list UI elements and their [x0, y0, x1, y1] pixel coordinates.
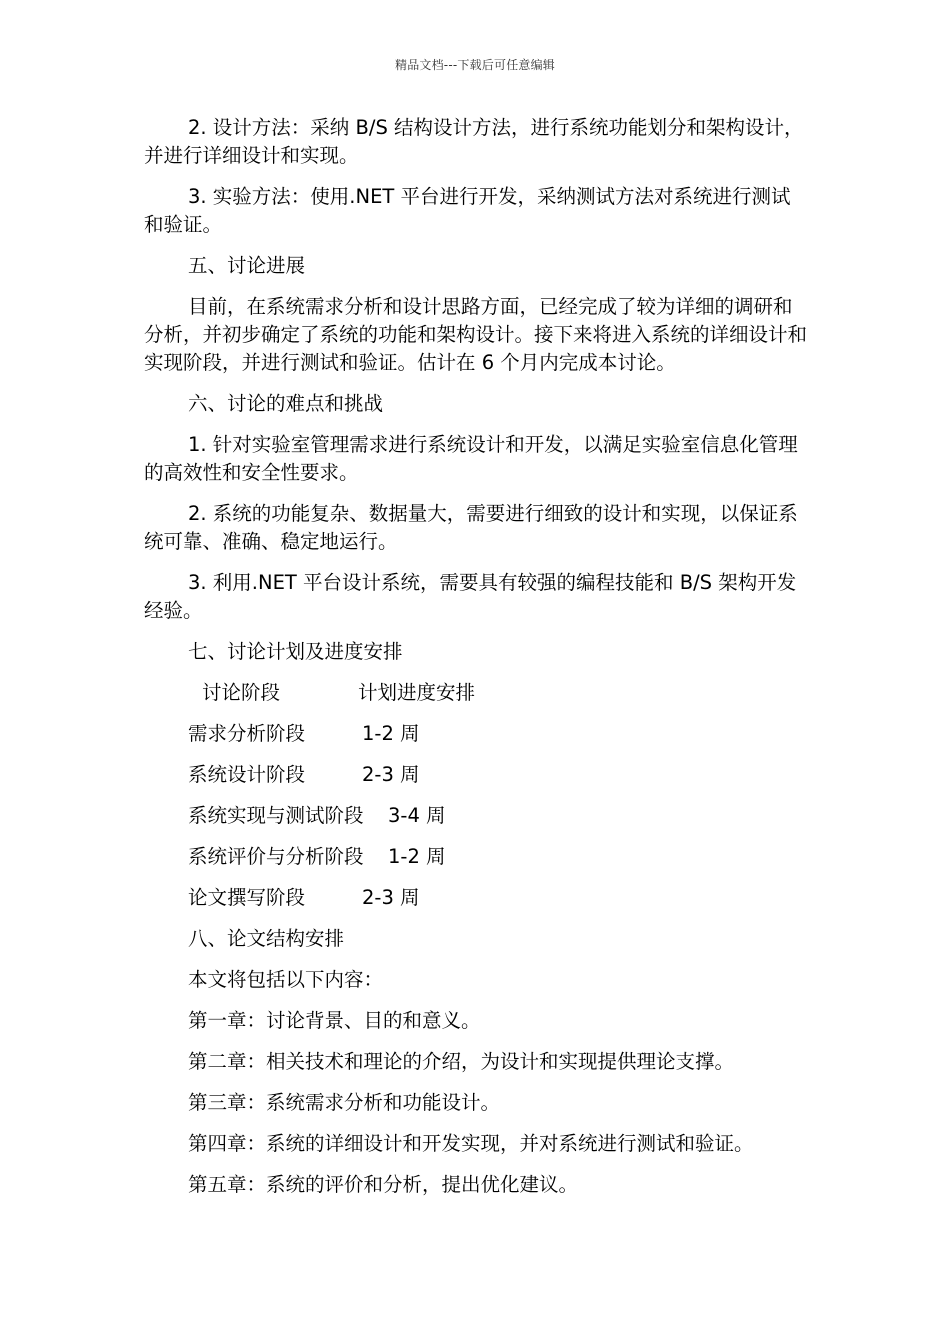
schedule-row — [144, 843, 808, 871]
schedule-row — [144, 802, 808, 830]
schedule-row — [144, 761, 808, 789]
schedule-phase: 系统实现与测试阶段 — [188, 804, 364, 827]
chapter-item: 第二章：相关技术和理论的介绍，为设计和实现提供理论支撑。 — [188, 1050, 735, 1073]
chapter-item: 第四章：系统的详细设计和开发实现，并对系统进行测试和验证。 — [188, 1132, 754, 1155]
schedule-row — [144, 884, 808, 912]
schedule-col-plan: 计划进度安排 — [358, 681, 476, 704]
schedule-col-phase: 讨论阶段 — [202, 681, 281, 704]
schedule-phase: 系统设计阶段 — [188, 763, 306, 786]
chapter-item: 第三章：系统需求分析和功能设计。 — [188, 1091, 501, 1114]
schedule-header-row — [144, 679, 808, 707]
chapter-item: 第五章：系统的评价和分析，提出优化建议。 — [188, 1173, 579, 1196]
section-schedule-heading: 七、讨论计划及进度安排 — [188, 640, 403, 663]
section-structure-heading: 八、论文结构安排 — [188, 927, 345, 950]
schedule-duration: 1-2 周 — [388, 845, 446, 868]
schedule-phase: 论文撰写阶段 — [188, 886, 306, 909]
method-design-item: 2. 设计方法：采纳 B/S 结构设计方法，进行系统功能划分和架构设计，并进行详细设计和实现。 — [144, 116, 804, 167]
section-structure-intro: 本文将包括以下内容： — [188, 968, 384, 991]
challenge-item-1: 1. 针对实验室管理需求进行系统设计和开发，以满足实验室信息化管理的高效性和安全性要求。 — [144, 433, 798, 484]
page-header: 精品文档---下载后可任意编辑 — [395, 58, 555, 72]
schedule-phase: 系统评价与分析阶段 — [188, 845, 364, 868]
schedule-duration: 3-4 周 — [388, 804, 446, 827]
document-body — [144, 114, 808, 1212]
schedule-duration: 2-3 周 — [362, 763, 420, 786]
chapter-item: 第一章：讨论背景、目的和意义。 — [188, 1009, 481, 1032]
section-challenges-heading: 六、讨论的难点和挑战 — [188, 392, 384, 415]
method-experiment-item: 3. 实验方法：使用.NET 平台进行开发，采纳测试方法对系统进行测试和验证。 — [144, 185, 791, 236]
section-progress-body: 目前，在系统需求分析和设计思路方面，已经完成了较为详细的调研和分析，并初步确定了系统的功能和架构设计。接下来将进入系统的详细设计和实现阶段，并进行测试和验证。估计在 6 个月内完成本讨论。 — [144, 295, 808, 374]
schedule-duration: 2-3 周 — [362, 886, 420, 909]
schedule-phase: 需求分析阶段 — [188, 722, 306, 745]
schedule-duration: 1-2 周 — [362, 722, 420, 745]
schedule-row — [144, 720, 808, 748]
challenge-item-2: 2. 系统的功能复杂、数据量大，需要进行细致的设计和实现，以保证系统可靠、准确、稳定地运行。 — [144, 502, 798, 553]
section-progress-heading: 五、讨论进展 — [188, 254, 306, 277]
challenge-item-3: 3. 利用.NET 平台设计系统，需要具有较强的编程技能和 B/S 架构开发经验。 — [144, 571, 797, 622]
